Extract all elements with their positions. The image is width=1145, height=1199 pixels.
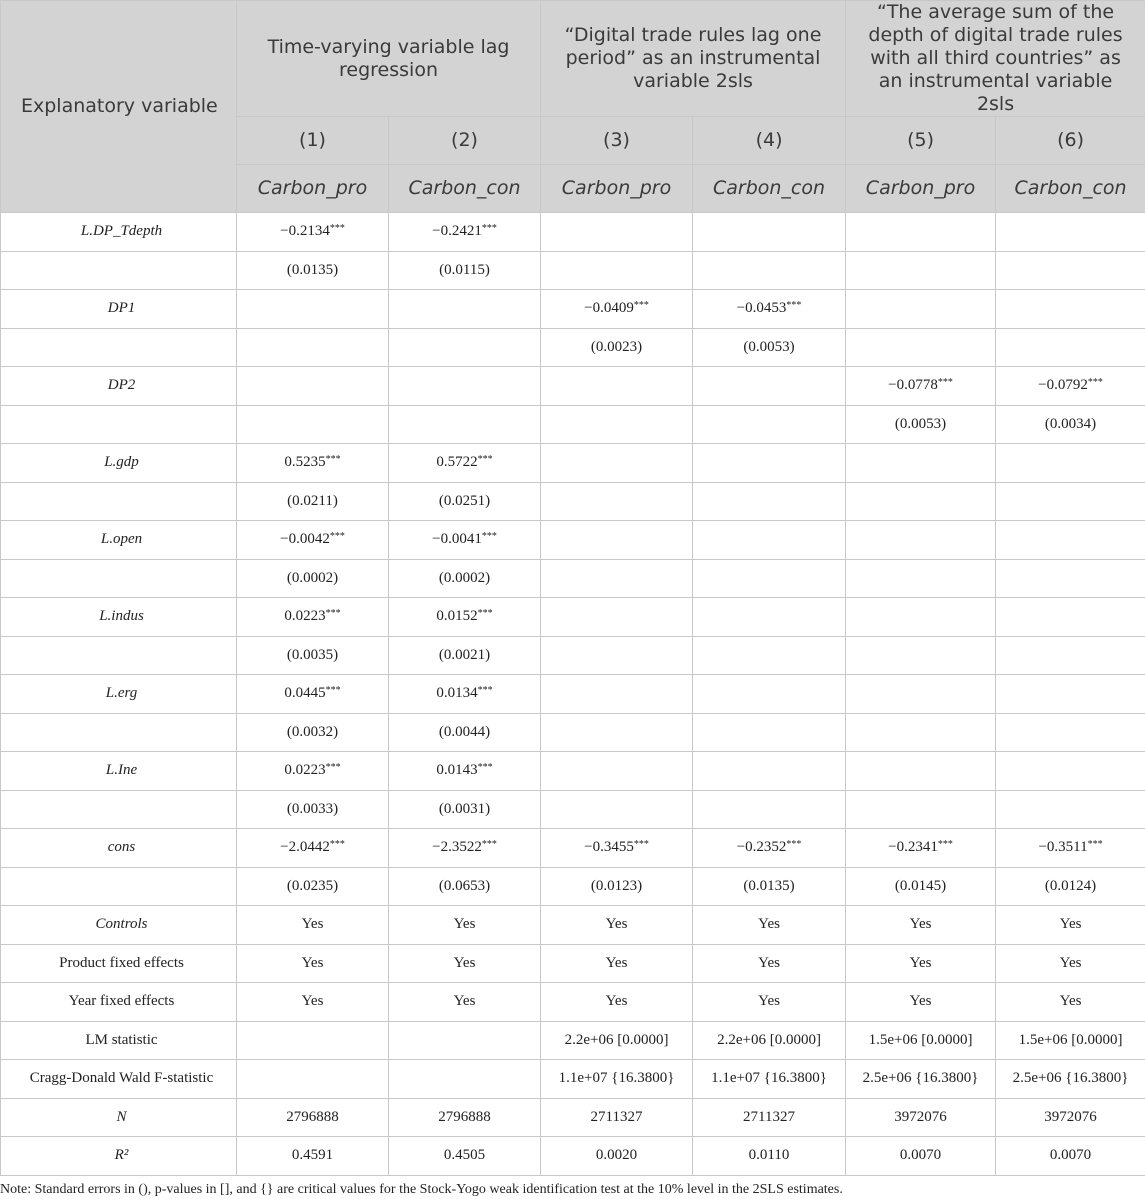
table-cell — [389, 1021, 541, 1060]
table-cell: −2.3522*** — [389, 829, 541, 868]
table-cell: Yes — [996, 983, 1145, 1022]
table-cell — [693, 636, 846, 675]
row-label: Controls — [1, 906, 237, 945]
significance-stars: *** — [1087, 377, 1103, 389]
row-label — [1, 482, 237, 521]
table-cell: 2.2e+06 [0.0000] — [693, 1021, 846, 1060]
table-cell: (0.0135) — [693, 867, 846, 906]
significance-stars: *** — [329, 223, 345, 235]
table-cell: Yes — [389, 906, 541, 945]
table-cell: (0.0023) — [541, 328, 693, 367]
table-cell: Yes — [846, 906, 996, 945]
row-label — [1, 713, 237, 752]
table-cell — [237, 1060, 389, 1099]
table-cell: 0.0070 — [996, 1137, 1145, 1176]
table-row — [1, 444, 1145, 483]
header-dependent-variable: Carbon_pro — [237, 165, 389, 213]
table-cell: −0.2352*** — [693, 829, 846, 868]
table-row — [1, 906, 1145, 945]
table-cell: −0.0409*** — [541, 290, 693, 329]
table-cell: 0.0134*** — [389, 675, 541, 714]
table-cell — [996, 713, 1145, 752]
table-cell: (0.0032) — [237, 713, 389, 752]
table-cell: (0.0211) — [237, 482, 389, 521]
header-col-num: (5) — [846, 117, 996, 165]
table-cell — [846, 328, 996, 367]
header-col-num: (1) — [237, 117, 389, 165]
table-cell: −0.0041*** — [389, 521, 541, 560]
row-label: cons — [1, 829, 237, 868]
table-cell: 2796888 — [389, 1098, 541, 1137]
table-cell — [996, 559, 1145, 598]
header-group-lag-one-period-iv: “Digital trade rules lag one period” as an instrumental variable 2sls — [541, 1, 846, 117]
significance-stars: *** — [325, 454, 341, 466]
table-cell: Yes — [237, 944, 389, 983]
row-label: Cragg-Donald Wald F-statistic — [1, 1060, 237, 1099]
header-dependent-variable: Carbon_pro — [846, 165, 996, 213]
header-dependent-variable: Carbon_con — [996, 165, 1145, 213]
row-label: L.DP_Tdepth — [1, 213, 237, 252]
table-cell — [846, 636, 996, 675]
row-label: L.indus — [1, 598, 237, 637]
table-cell: Yes — [846, 983, 996, 1022]
table-cell — [541, 367, 693, 406]
row-label: LM statistic — [1, 1021, 237, 1060]
header-col-num: (6) — [996, 117, 1145, 165]
table-cell — [541, 752, 693, 791]
table-cell — [996, 636, 1145, 675]
table-cell — [541, 598, 693, 637]
table-cell: (0.0002) — [237, 559, 389, 598]
header-col-num: (2) — [389, 117, 541, 165]
table-cell: Yes — [693, 906, 846, 945]
table-cell: (0.0135) — [237, 251, 389, 290]
table-cell — [846, 444, 996, 483]
table-cell: 1.1e+07 {16.3800} — [541, 1060, 693, 1099]
table-cell: 3972076 — [996, 1098, 1145, 1137]
header-group-lag-regression: Time-varying variable lag regression — [237, 1, 541, 117]
table-cell — [541, 482, 693, 521]
header-explanatory-variable: Explanatory variable — [1, 1, 237, 213]
table-cell: 2.5e+06 {16.3800} — [846, 1060, 996, 1099]
significance-stars: *** — [786, 300, 802, 312]
header-col-num: (3) — [541, 117, 693, 165]
table-cell: 0.0223*** — [237, 752, 389, 791]
table-cell — [996, 598, 1145, 637]
significance-stars: *** — [477, 454, 493, 466]
row-label: L.gdp — [1, 444, 237, 483]
row-label: L.Ine — [1, 752, 237, 791]
table-cell: (0.0115) — [389, 251, 541, 290]
table-cell: 0.4591 — [237, 1137, 389, 1176]
table-cell: 2711327 — [693, 1098, 846, 1137]
table-row — [1, 713, 1145, 752]
significance-stars: *** — [325, 608, 341, 620]
table-cell: 1.1e+07 {16.3800} — [693, 1060, 846, 1099]
row-label: N — [1, 1098, 237, 1137]
significance-stars: *** — [937, 377, 953, 389]
table-row — [1, 598, 1145, 637]
table-cell: Yes — [237, 906, 389, 945]
table-row — [1, 1060, 1145, 1099]
table-cell — [996, 213, 1145, 252]
table-cell: 0.5235*** — [237, 444, 389, 483]
table-cell: (0.0021) — [389, 636, 541, 675]
table-cell: Yes — [389, 944, 541, 983]
table-cell: 0.0020 — [541, 1137, 693, 1176]
header-col-num: (4) — [693, 117, 846, 165]
table-cell — [996, 752, 1145, 791]
table-cell: 0.0110 — [693, 1137, 846, 1176]
row-label — [1, 328, 237, 367]
significance-stars: *** — [1087, 839, 1103, 851]
table-cell: (0.0044) — [389, 713, 541, 752]
table-cell — [541, 405, 693, 444]
table-cell — [389, 328, 541, 367]
table-cell: (0.0053) — [693, 328, 846, 367]
table-cell — [846, 675, 996, 714]
table-cell: −0.2134*** — [237, 213, 389, 252]
table-row — [1, 867, 1145, 906]
table-cell: −0.2421*** — [389, 213, 541, 252]
table-cell — [996, 675, 1145, 714]
table-cell: 0.0445*** — [237, 675, 389, 714]
table-cell: 2.5e+06 {16.3800} — [996, 1060, 1145, 1099]
table-row — [1, 944, 1145, 983]
row-label — [1, 405, 237, 444]
table-cell: 2.2e+06 [0.0000] — [541, 1021, 693, 1060]
header-group-third-countries-iv: “The average sum of the depth of digital trade rules with all third countries” as an instrumental variable 2sls — [846, 1, 1145, 117]
table-cell: (0.0653) — [389, 867, 541, 906]
table-row — [1, 675, 1145, 714]
table-cell — [237, 405, 389, 444]
table-cell — [389, 290, 541, 329]
table-cell: Yes — [541, 944, 693, 983]
table-cell — [389, 367, 541, 406]
table-cell — [693, 251, 846, 290]
table-row — [1, 559, 1145, 598]
table-cell — [693, 559, 846, 598]
table-cell: (0.0035) — [237, 636, 389, 675]
table-cell — [541, 675, 693, 714]
table-cell: Yes — [693, 944, 846, 983]
significance-stars: *** — [633, 300, 649, 312]
table-cell: 3972076 — [846, 1098, 996, 1137]
table-cell — [237, 367, 389, 406]
table-cell: (0.0034) — [996, 405, 1145, 444]
table-cell: 0.5722*** — [389, 444, 541, 483]
table-cell — [846, 752, 996, 791]
significance-stars: *** — [325, 685, 341, 697]
table-row — [1, 405, 1145, 444]
table-row — [1, 829, 1145, 868]
significance-stars: *** — [481, 531, 497, 543]
table-cell — [541, 559, 693, 598]
row-label — [1, 790, 237, 829]
table-cell — [693, 713, 846, 752]
table-cell — [996, 521, 1145, 560]
row-label: Product fixed effects — [1, 944, 237, 983]
table-cell — [996, 328, 1145, 367]
table-cell: −0.2341*** — [846, 829, 996, 868]
table-cell — [846, 713, 996, 752]
table-cell — [237, 1021, 389, 1060]
table-cell: (0.0002) — [389, 559, 541, 598]
table-cell: 1.5e+06 [0.0000] — [846, 1021, 996, 1060]
table-cell — [846, 559, 996, 598]
significance-stars: *** — [329, 839, 345, 851]
table-cell — [541, 251, 693, 290]
table-cell: −0.3455*** — [541, 829, 693, 868]
table-cell — [846, 482, 996, 521]
table-cell — [693, 213, 846, 252]
table-cell — [846, 213, 996, 252]
table-cell — [541, 213, 693, 252]
row-label — [1, 636, 237, 675]
row-label — [1, 867, 237, 906]
table-body — [1, 213, 1145, 1176]
significance-stars: *** — [477, 685, 493, 697]
row-label: DP2 — [1, 367, 237, 406]
table-cell: −0.0792*** — [996, 367, 1145, 406]
table-cell — [693, 752, 846, 791]
row-label — [1, 559, 237, 598]
table-row — [1, 636, 1145, 675]
row-label: R² — [1, 1137, 237, 1176]
row-label: DP1 — [1, 290, 237, 329]
table-cell: 0.4505 — [389, 1137, 541, 1176]
table-cell: 1.5e+06 [0.0000] — [996, 1021, 1145, 1060]
significance-stars: *** — [786, 839, 802, 851]
table-row — [1, 983, 1145, 1022]
row-label: Year fixed effects — [1, 983, 237, 1022]
table-cell: 0.0070 — [846, 1137, 996, 1176]
table-cell: −0.3511*** — [996, 829, 1145, 868]
significance-stars: *** — [477, 762, 493, 774]
table-cell — [693, 598, 846, 637]
table-cell — [693, 444, 846, 483]
table-cell: 2796888 — [237, 1098, 389, 1137]
table-cell — [846, 251, 996, 290]
significance-stars: *** — [329, 531, 345, 543]
header-dependent-variable: Carbon_con — [693, 165, 846, 213]
table-row — [1, 213, 1145, 252]
table-cell: Yes — [846, 944, 996, 983]
table-cell — [996, 251, 1145, 290]
table-cell: Yes — [996, 906, 1145, 945]
table-cell: −0.0453*** — [693, 290, 846, 329]
row-label: L.erg — [1, 675, 237, 714]
table-cell — [237, 290, 389, 329]
table-row — [1, 521, 1145, 560]
table-cell: (0.0123) — [541, 867, 693, 906]
table-cell — [693, 521, 846, 560]
table-cell — [846, 521, 996, 560]
table-cell: 0.0143*** — [389, 752, 541, 791]
table-cell: (0.0145) — [846, 867, 996, 906]
table-cell: −2.0442*** — [237, 829, 389, 868]
table-cell: −0.0042*** — [237, 521, 389, 560]
significance-stars: *** — [325, 762, 341, 774]
table-cell — [541, 713, 693, 752]
table-cell — [996, 444, 1145, 483]
table-cell — [693, 675, 846, 714]
header-dependent-variable: Carbon_con — [389, 165, 541, 213]
table-row — [1, 482, 1145, 521]
table-cell: −0.0778*** — [846, 367, 996, 406]
table-cell — [846, 290, 996, 329]
table-cell — [996, 482, 1145, 521]
table-cell: Yes — [237, 983, 389, 1022]
table-cell — [389, 1060, 541, 1099]
table-row — [1, 328, 1145, 367]
significance-stars: *** — [937, 839, 953, 851]
table-row — [1, 752, 1145, 791]
table-row — [1, 1021, 1145, 1060]
table-row — [1, 367, 1145, 406]
table-row — [1, 790, 1145, 829]
table-row — [1, 1137, 1145, 1176]
table-cell — [996, 290, 1145, 329]
table-cell: Yes — [541, 983, 693, 1022]
table-cell: Yes — [541, 906, 693, 945]
table-row — [1, 1098, 1145, 1137]
table-cell: (0.0031) — [389, 790, 541, 829]
row-label — [1, 251, 237, 290]
table-cell — [541, 521, 693, 560]
table-cell — [846, 790, 996, 829]
table-cell — [693, 482, 846, 521]
table-cell: (0.0124) — [996, 867, 1145, 906]
header-dependent-variable: Carbon_pro — [541, 165, 693, 213]
table-cell: Yes — [996, 944, 1145, 983]
significance-stars: *** — [481, 839, 497, 851]
table-cell — [693, 790, 846, 829]
table-cell — [389, 405, 541, 444]
table-cell: Yes — [389, 983, 541, 1022]
table-cell — [541, 636, 693, 675]
table-cell — [693, 405, 846, 444]
significance-stars: *** — [633, 839, 649, 851]
table-cell — [693, 367, 846, 406]
table-cell: 0.0152*** — [389, 598, 541, 637]
significance-stars: *** — [477, 608, 493, 620]
table-cell — [996, 790, 1145, 829]
table-cell — [846, 598, 996, 637]
table-cell: (0.0235) — [237, 867, 389, 906]
table-cell: (0.0251) — [389, 482, 541, 521]
table-cell — [541, 790, 693, 829]
table-row — [1, 290, 1145, 329]
table-cell: 2711327 — [541, 1098, 693, 1137]
significance-stars: *** — [481, 223, 497, 235]
table-cell — [237, 328, 389, 367]
row-label: L.open — [1, 521, 237, 560]
table-cell: (0.0053) — [846, 405, 996, 444]
table-note: Note: Standard errors in (), p-values in [], and {} are critical values for the Stock-Yogo weak identification test at the 10% level in the 2SLS estimates. — [0, 1182, 843, 1197]
table-cell: Yes — [693, 983, 846, 1022]
table-row — [1, 251, 1145, 290]
table-cell: 0.0223*** — [237, 598, 389, 637]
table-cell — [541, 444, 693, 483]
table-cell: (0.0033) — [237, 790, 389, 829]
